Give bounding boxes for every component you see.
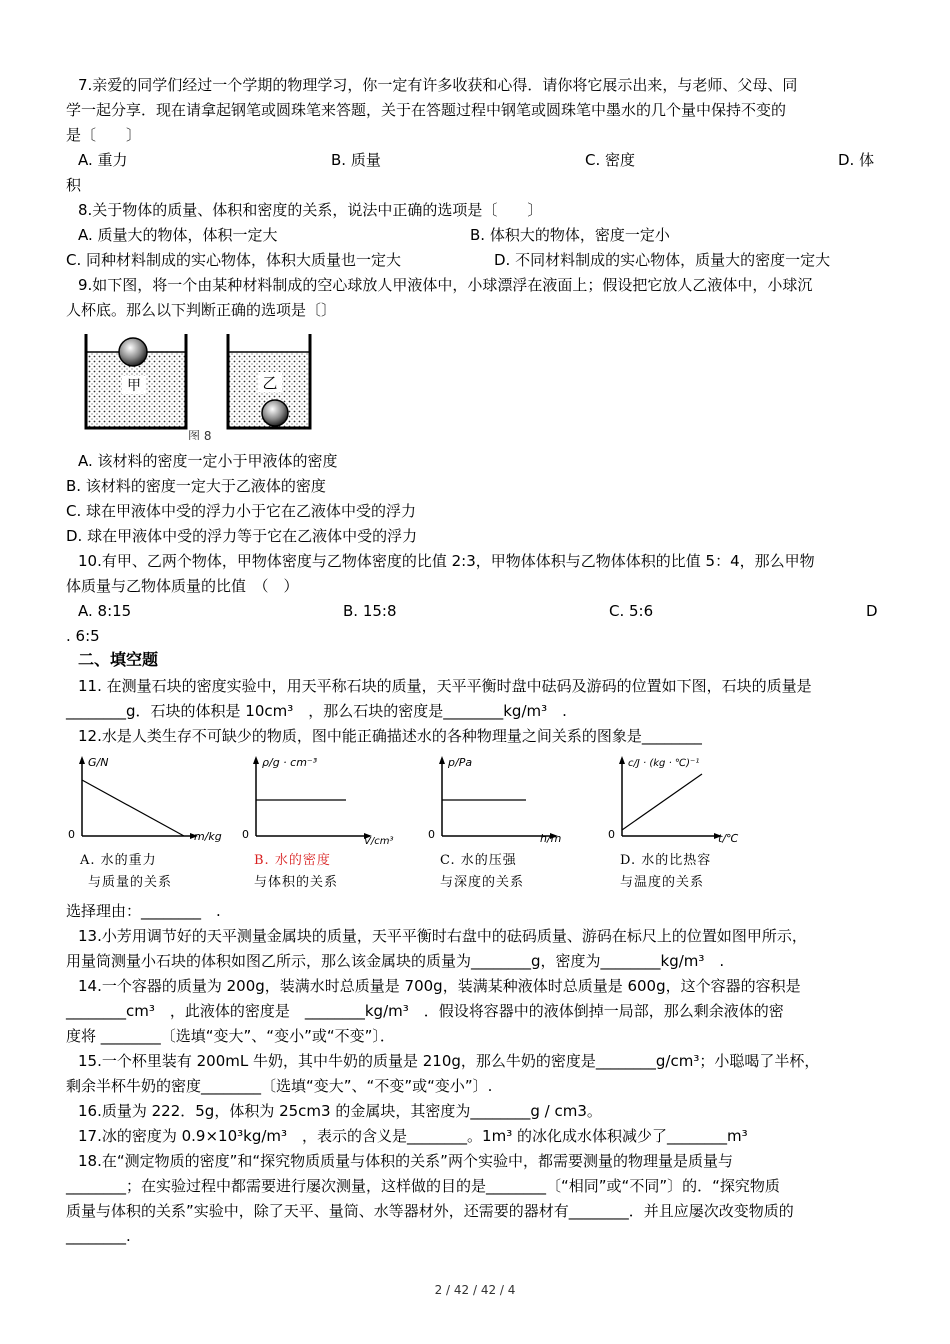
graph-c-ylabel: p/Pa — [448, 756, 473, 769]
q8-option-c: C. 同种材料制成的实心物体，体积大质量也一定大 — [66, 251, 402, 269]
graph-d-origin: 0 — [608, 828, 615, 841]
q11-line2: ________g．石块的体积是 10cm³ ，那么石块的密度是________kg/m³ . — [66, 702, 567, 720]
page-footer: 2 / 42 / 42 / 4 — [434, 1283, 516, 1297]
graph-d-y-arrow — [619, 756, 625, 764]
graph-b-y-arrow — [253, 756, 259, 764]
q18-line1: 18.在“测定物质的密度”和“探究物质质量与体积的关系”两个实验中，都需要测量的物理量是质量与 — [78, 1152, 733, 1170]
q7-option-a: A. 重力 — [78, 151, 128, 169]
q10-line1: 10.有甲、乙两个物体，甲物体密度与乙物体密度的比值 2:3，甲物体体积与乙物体体积的比值 5：4，那么甲物 — [78, 552, 815, 570]
graph-b-ylabel: ρ/g · cm⁻³ — [262, 756, 318, 769]
q7-line3: 是〔 〕 — [66, 126, 142, 144]
q10-option-c: C. 5:6 — [609, 602, 654, 620]
q9-beakers-figure — [78, 330, 318, 440]
graph-b-origin: 0 — [242, 828, 249, 841]
q12-stem: 12.水是人类生存不可缺少的物质，图中能正确描述水的各种物理量之间关系的图象是________ — [78, 727, 702, 745]
graph-c-xlabel: h/m — [540, 832, 562, 845]
q13-line1: 13.小芳用调节好的天平测量金属块的质量，天平平衡时右盘中的砝码质量、游码在标尺上的位置如图甲所示， — [78, 927, 807, 945]
q9-figure-caption: 图 8 — [188, 429, 212, 440]
q15-line1: 15.一个杯里装有 200mL 牛奶，其中牛奶的质量是 210g，那么牛奶的密度是________g/cm³；小聪喝了半杯， — [78, 1052, 820, 1070]
q9-line2: 人杯底。那么以下判断正确的选项是〔〕 — [66, 301, 337, 319]
graph-b-xlabel: V/cm³ — [364, 836, 394, 847]
sunken-ball — [262, 400, 288, 426]
q18-line2: ________；在实验过程中都需要进行屡次测量，这样做的目的是________〔“相同”或“不同”〕的．“探究物质 — [66, 1177, 780, 1195]
q7-option-b: B. 质量 — [331, 151, 381, 169]
graph-d — [606, 752, 786, 892]
q10-option-d: D — [866, 602, 878, 620]
beaker-yi — [228, 334, 310, 428]
q9-option-a: A. 该材料的密度一定小于甲液体的密度 — [78, 452, 338, 470]
q9-option-c: C. 球在甲液体中受的浮力小于它在乙液体中受的浮力 — [66, 502, 417, 520]
q18-line3: 质量与体积的关系”实验中，除了天平、量筒、水等器材外，还需要的器材有________．并且应屡次改变物质的 — [66, 1202, 794, 1220]
q10-option-b: B. 15:8 — [343, 602, 397, 620]
q7-line5: 积 — [66, 176, 82, 194]
q8-option-a: A. 质量大的物体，体积一定大 — [78, 226, 278, 244]
graph-a-caption-1: A. 水的重力 — [80, 853, 157, 868]
q7-option-d: D. 体 — [838, 151, 875, 169]
graph-b-caption-2: 与体积的关系 — [254, 875, 339, 890]
q8-option-b: B. 体积大的物体，密度一定小 — [470, 226, 670, 244]
section-heading-fill-in: 二、填空题 — [78, 650, 159, 669]
q12-reason: 选择理由：________ . — [66, 902, 221, 920]
graph-c-origin: 0 — [428, 828, 435, 841]
graph-d-xlabel: t/℃ — [718, 832, 739, 845]
graph-c-y-arrow — [439, 756, 445, 764]
graph-d-ylabel: c/J · (kg · ℃)⁻¹ — [628, 758, 700, 769]
beaker-yi-label: 乙 — [262, 374, 278, 392]
q18-line4: ________. — [66, 1227, 131, 1245]
graph-a-y-arrow — [79, 756, 85, 764]
graph-d-caption-2: 与温度的关系 — [620, 875, 705, 890]
graph-c — [426, 752, 596, 892]
graph-a — [66, 752, 236, 892]
q10-option-a: A. 8:15 — [78, 602, 132, 620]
graph-a-line — [82, 780, 184, 836]
q10-line2: 体质量与乙物体质量的比值 （ ） — [66, 577, 299, 595]
q16-line1: 16.质量为 222．5g，体积为 25cm3 的金属块，其密度为________g / cm3。 — [78, 1102, 602, 1120]
q14-line3: 度将 ________〔选填“变大”、“变小”或“不变”〕． — [66, 1027, 395, 1045]
graph-a-caption-2: 与质量的关系 — [88, 875, 173, 890]
graph-a-xlabel: m/kg — [194, 830, 222, 843]
q8-stem: 8.关于物体的质量、体积和密度的关系，说法中正确的选项是〔 〕 — [78, 201, 543, 219]
q14-line2: ________cm³ ，此液体的密度是 ________kg/m³ ．假设将容器中的液体倒掉一局部，那么剩余液体的密 — [66, 1002, 784, 1020]
q15-line2: 剩余半杯牛奶的密度________〔选填“变大”、“不变”或“变小”〕. — [66, 1077, 493, 1095]
graph-c-caption-2: 与深度的关系 — [440, 875, 525, 890]
q17-line1: 17.冰的密度为 0.9×10³kg/m³ ，表示的含义是________。1m³ 的冰化成水体积减少了________m³ — [78, 1127, 748, 1145]
floating-ball — [119, 338, 147, 366]
graph-d-line — [622, 774, 702, 830]
q11-line1: 11. 在测量石块的密度实验中，用天平称石块的质量，天平平衡时盘中砝码及游码的位置如下图，石块的质量是 — [78, 677, 812, 695]
q9-option-d: D. 球在甲液体中受的浮力等于它在乙液体中受的浮力 — [66, 527, 418, 545]
graph-a-ylabel: G/N — [88, 756, 109, 769]
q7-line1: 7.亲爱的同学们经过一个学期的物理学习，你一定有许多收获和心得．请你将它展示出来，与老师、父母、同 — [78, 76, 798, 94]
beaker-jia — [86, 334, 186, 428]
q9-option-b: B. 该材料的密度一定大于乙液体的密度 — [66, 477, 326, 495]
q7-option-c: C. 密度 — [585, 151, 636, 169]
graph-b-caption-1: B. 水的密度 — [254, 853, 331, 868]
q14-line1: 14.一个容器的质量为 200g，装满水时总质量是 700g，装满某种液体时总质量是 600g，这个容器的容积是 — [78, 977, 801, 995]
graph-d-caption-1: D. 水的比热容 — [620, 853, 712, 868]
q10-line4: . 6:5 — [66, 627, 100, 645]
beaker-jia-label: 甲 — [127, 378, 141, 394]
q8-option-d: D. 不同材料制成的实心物体，质量大的密度一定大 — [494, 251, 831, 269]
graph-a-origin: 0 — [68, 828, 75, 841]
q13-line2: 用量筒测量小石块的体积如图乙所示，那么该金属块的质量为________g，密度为________kg/m³ . — [66, 952, 725, 970]
q7-line2: 学一起分享．现在请拿起钢笔或圆珠笔来答题，关于在答题过程中钢笔或圆珠笔中墨水的几个量中保持不变的 — [66, 101, 787, 119]
q9-line1: 9.如下图，将一个由某种材料制成的空心球放人甲液体中，小球漂浮在液面上；假设把它放人乙液体中，小球沉 — [78, 276, 813, 294]
graph-b — [240, 752, 410, 892]
graph-c-caption-1: C. 水的压强 — [440, 853, 517, 868]
